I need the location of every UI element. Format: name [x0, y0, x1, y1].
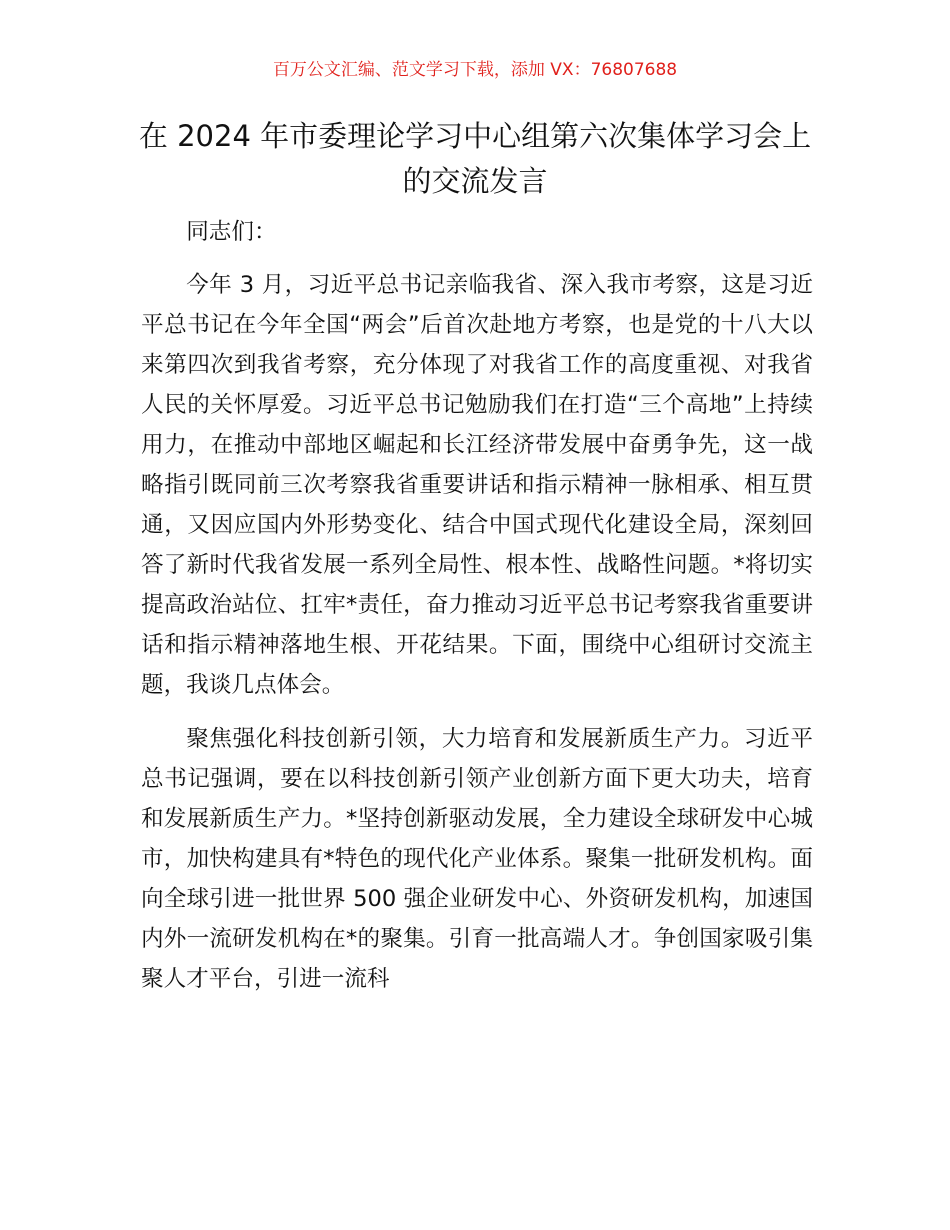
body-paragraph-2: 聚焦强化科技创新引领，大力培育和发展新质生产力。习近平总书记强调，要在以科技创新引领产业创新方面下更大功夫，培育和发展新质生产力。*坚持创新驱动发展，全力建设全球研发中心城市，加快构建具有*特色的现代化产业体系。聚集一批研发机构。面向全球引进一批世界 500 强企业研发中心、外资研发机构，加速国内外一流研发机构在*的聚集。引育一批高端人才。争创国家吸引集聚人才平台，引进一流科 — [141, 726, 813, 992]
greeting-line: 同志们： — [186, 219, 277, 245]
header-watermark-note: 百万公文汇编、范文学习下载，添加 VX：76807688 — [272, 60, 678, 80]
body-paragraph-1: 今年 3 月，习近平总书记亲临我省、深入我市考察，这是习近平总书记在今年全国“两会”后首次赴地方考察，也是党的十八大以来第四次到我省考察，充分体现了对我省工作的高度重视、对我省人民的关怀厚爱。习近平总书记勉励我们在打造“三个高地”上持续用力，在推动中部地区崛起和长江经济带发展中奋勇争先，这一战略指引既同前三次考察我省重要讲话和指示精神一脉相承、相互贯通，又因应国内外形势变化、结合中国式现代化建设全局，深刻回答了新时代我省发展一系列全局性、根本性、战略性问题。*将切实提高政治站位、扛牢*责任，奋力推动习近平总书记考察我省重要讲话和指示精神落地生根、开花结果。下面，围绕中心组研讨交流主题，我谈几点体会。 — [141, 272, 813, 698]
document-body — [141, 212, 813, 999]
document-title: 在 2024 年市委理论学习中心组第六次集体学习会上的交流发言 — [138, 119, 812, 198]
